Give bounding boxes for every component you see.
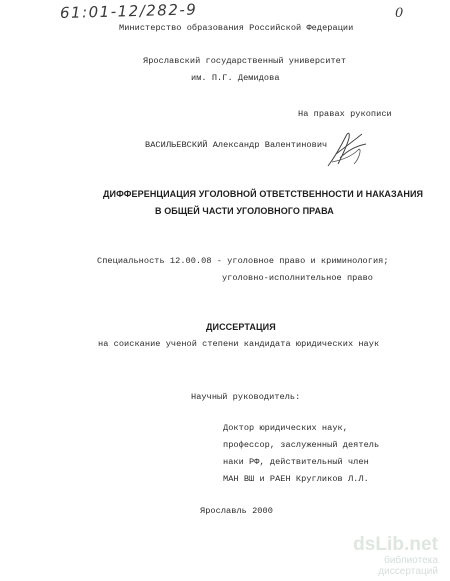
advisor-title-line3: наки РФ, действительный член: [223, 457, 369, 467]
author-name: ВАСИЛЬЕВСКИЙ Александр Валентинович: [145, 140, 328, 150]
manuscript-rights: На правах рукописи: [298, 109, 392, 119]
place-year: Ярославль 2000: [200, 506, 273, 516]
university-line: Ярославский государственный университет: [143, 56, 347, 66]
advisor-title-line2: профессор, заслуженный деятель: [223, 440, 380, 450]
watermark-subtitle: библиотека диссертаций: [378, 555, 438, 577]
ministry-line: Министерство образования Российской Федерации: [119, 23, 354, 33]
degree-line: на соискание ученой степени кандидата юридических наук: [98, 339, 380, 349]
author-signature: [322, 128, 370, 172]
university-name-line: им. П.Г. Демидова: [191, 73, 280, 83]
watermark: [326, 535, 438, 577]
advisor-label: Научный руководитель:: [191, 392, 301, 402]
specialty-line-cont: уголовно-исполнительное право: [222, 273, 374, 283]
advisor-title-line1: Доктор юридических наук,: [223, 423, 348, 433]
specialty-line: Специальность 12.00.08 - уголовное право и криминология;: [97, 256, 389, 266]
corner-mark: 0: [395, 6, 404, 21]
advisor-name-line: МАН ВШ и РАЕН Кругликов Л.Л.: [223, 474, 369, 484]
watermark-logo: dsLib.net: [353, 534, 438, 555]
handwritten-archive-code: 61:01-12/282-9: [59, 0, 198, 22]
dissertation-title-line2: В ОБЩЕЙ ЧАСТИ УГОЛОВНОГО ПРАВА: [155, 206, 334, 216]
document-type: ДИССЕРТАЦИЯ: [206, 322, 276, 332]
dissertation-title-line1: ДИФФЕРЕНЦИАЦИЯ УГОЛОВНОЙ ОТВЕТСТВЕННОСТИ И НАКАЗАНИЯ: [103, 189, 424, 199]
